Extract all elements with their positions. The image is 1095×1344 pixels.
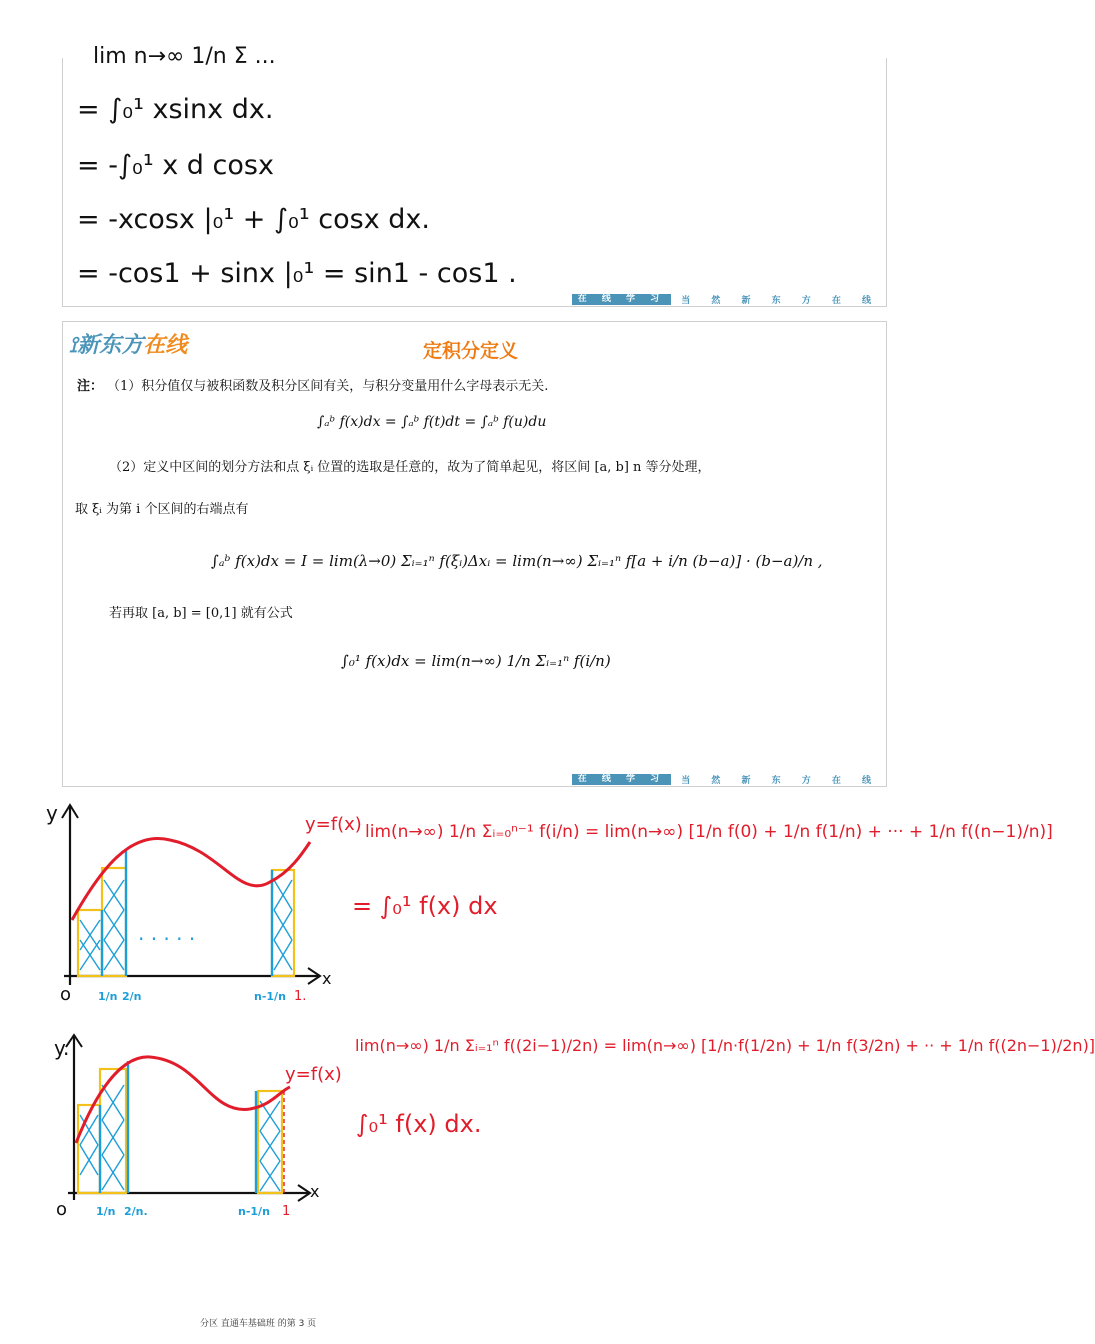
note-1: （1）积分值仅与被积函数及积分区间有关，与积分变量用什么字母表示无关. [107,379,549,394]
handwritten-line-2: = -∫₀¹ x d cosx [77,150,274,181]
curve-label-1: y=f(x) [305,814,362,835]
limit-equation-1: lim(n→∞) 1/n Σᵢ₌₀ⁿ⁻¹ f(i/n) = lim(n→∞) [1/n f(0) + 1/n f(1/n) + ··· + 1/n f((n−1)/n)] [365,822,1053,842]
slide-title: 定积分定义 [423,340,519,362]
formula-variable-independence: ∫ₐᵇ f(x)dx = ∫ₐᵇ f(t)dt = ∫ₐᵇ f(u)du [317,414,547,430]
tick-one: 1. [294,989,307,1004]
note-label: 注： [77,379,104,394]
banner-highlight: 在 线 学 习 [572,294,671,305]
handwritten-line-1: = ∫₀¹ xsinx dx. [77,94,274,125]
integral-result-2: ∫₀¹ f(x) dx. [356,1110,482,1138]
ellipsis-dots: . . . . . [138,921,196,945]
y-axis-label: y. [54,1036,70,1060]
tick-1-n: 1/n [96,1205,116,1218]
handwritten-line-4: = -cos1 + sinx |₀¹ = sin1 - cos1 . [77,258,517,289]
graph-right-endpoint [40,790,340,1010]
origin-label: o [60,984,72,1005]
slide-computation [62,44,887,307]
brand-logo: ⟟新东方在线 [69,333,188,358]
note-3: 取 ξᵢ 为第 i 个区间的右端点有 [75,502,249,517]
tick-2-n: 2/n [122,990,142,1003]
banner-highlight: 在 线 学 习 [572,774,671,785]
tick-n-1-n: n-1/n [254,990,286,1003]
slide-definition [62,321,887,787]
integral-result-1: = ∫₀¹ f(x) dx [352,892,498,920]
handwritten-line-3: = -xcosx |₀¹ + ∫₀¹ cosx dx. [77,204,430,235]
tick-one: 1 [282,1204,291,1219]
logo-icon: ⟟ [69,333,78,358]
tick-2-n: 2/n. [124,1205,148,1218]
handwritten-line-0: lim n→∞ 1/n Σ ... [93,44,276,69]
x-axis-label: x [310,1182,320,1201]
slide-banner [572,774,880,785]
banner-tail: 当 然 新 东 方 在 线 [681,296,880,306]
formula-riemann-sum: ∫ₐᵇ f(x)dx = I = lim(λ→0) Σᵢ₌₁ⁿ f(ξᵢ)Δxᵢ = lim(n→∞) Σᵢ₌₁ⁿ f[a + i/n (b−a)] · (b−a)/n , [211,552,823,570]
origin-label: o [56,1199,68,1220]
note-2: （2）定义中区间的划分方法和点 ξᵢ 位置的选取是任意的，故为了简单起见，将区间 [a, b] n 等分处理， [109,460,711,475]
formula-unit-interval: ∫₀¹ f(x)dx = lim(n→∞) 1/n Σᵢ₌₁ⁿ f(i/n) [341,652,611,670]
curve-label-2: y=f(x) [285,1064,342,1085]
note-4: 若再取 [a, b] = [0,1] 就有公式 [109,606,293,621]
slide-banner [572,294,880,305]
y-axis-label: y [46,801,58,825]
x-axis-label: x [322,969,332,988]
limit-equation-2: lim(n→∞) 1/n Σᵢ₌₁ⁿ f((2i−1)/2n) = lim(n→∞) [1/n·f(1/2n) + 1/n f(3/2n) + ·· + 1/n f((2n−1)/2n)] [355,1036,1095,1055]
banner-tail: 当 然 新 东 方 在 线 [681,776,880,786]
graph-midpoint [40,1025,340,1225]
page-footer: 分区 直通车基础班 的第 3 页 [200,1319,317,1329]
tick-n-1-n: n-1/n [238,1205,270,1218]
tick-1-n: 1/n [98,990,118,1003]
